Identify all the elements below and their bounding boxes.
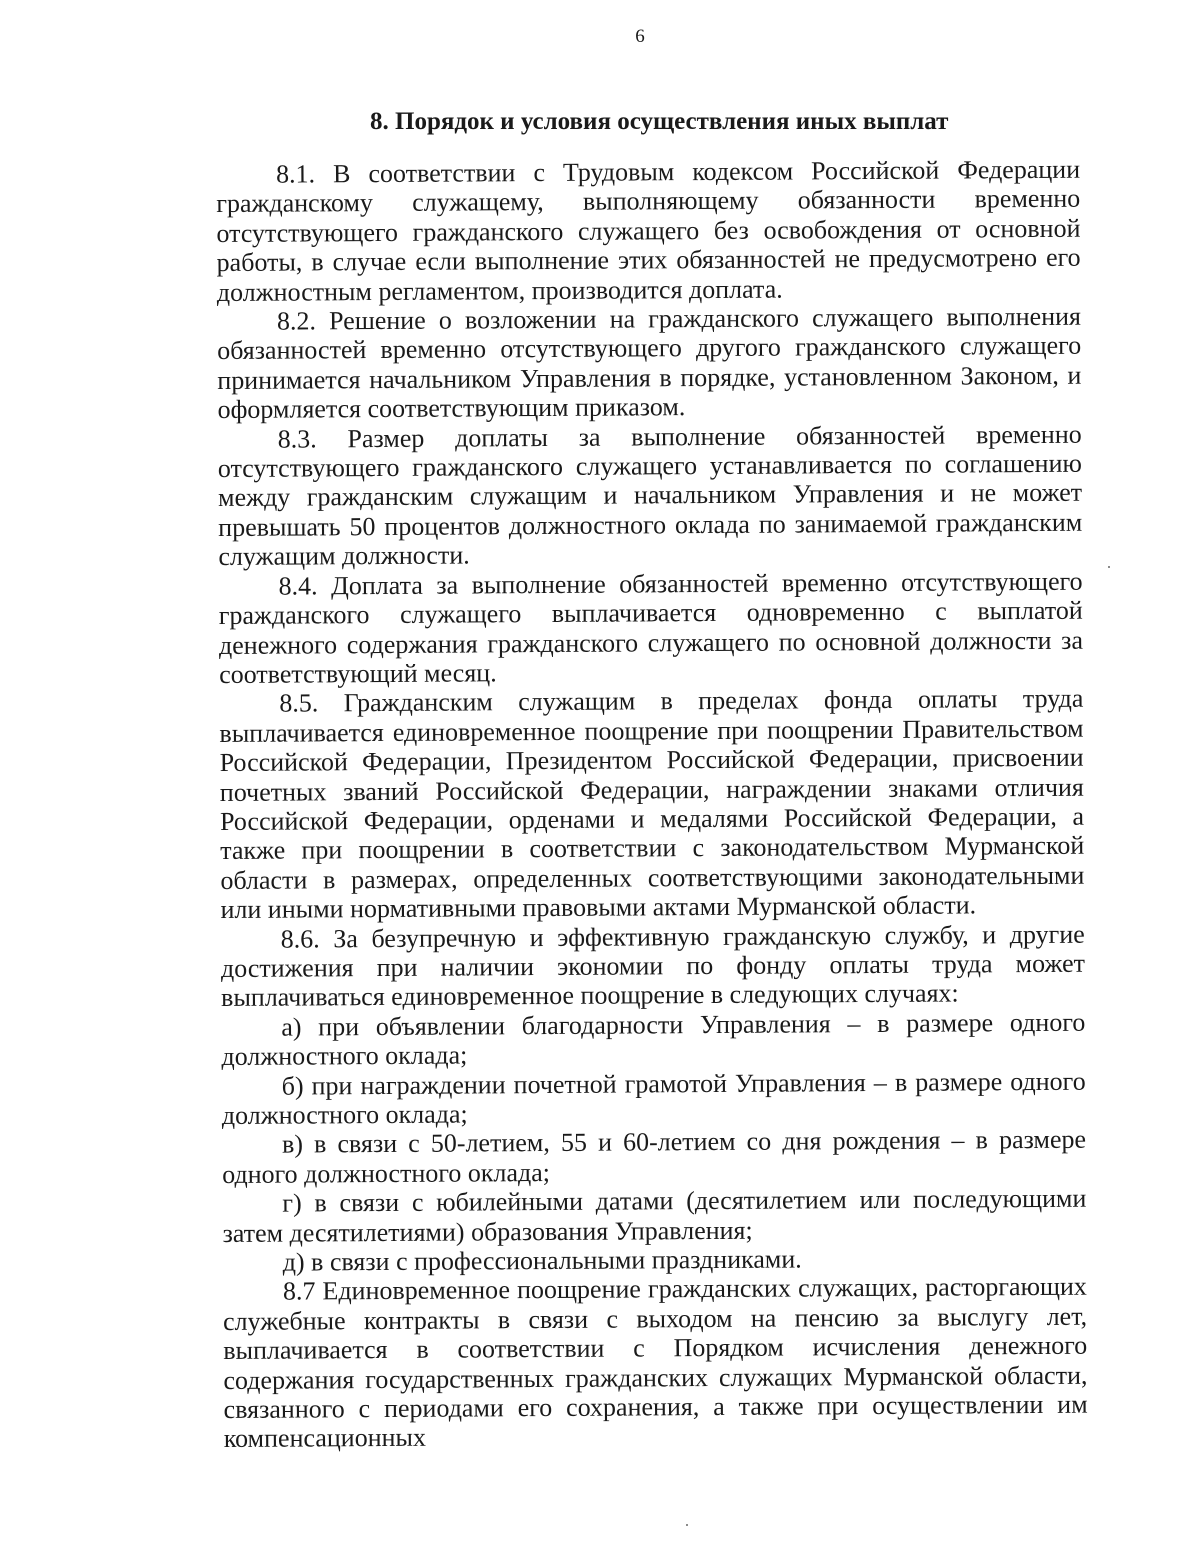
page-number: 6	[635, 26, 645, 47]
paragraph-8-7: 8.7 Единовременное поощрение гражданских служащих, расторгающих служебные контракты в связи с выходом на пенсию за выслугу лет, выплачивается в соответствии с Порядком исчисления денежного содержания государственных гражданских служащих Мурманской области, связанного с периодами его сохранения, а также при осуществлении им компенсационных	[223, 1272, 1088, 1454]
section-body	[216, 155, 1088, 1454]
scan-speck	[686, 1524, 688, 1526]
list-item-g: г) в связи с юбилейными датами (десятилетием или последующими затем десятилетиями) образования Управления;	[222, 1183, 1087, 1248]
paragraph-8-5: 8.5. Гражданским служащим в пределах фонда оплаты труда выплачивается единовременное поощрение при поощрении Правительством Российской Федерации, Президентом Российской Федерации, присвоении почетных званий Российской Федерации, награждении знаками отличия Российской Федерации, орденами и медалями Российской Федерации, а также при поощрении в соответствии с законодательством Мурманской области в размерах, определенных соответствующими законодательными или иными нормативными правовыми актами Мурманской области.	[219, 684, 1085, 925]
list-item-a: а) при объявлении благодарности Управления – в размере одного должностного оклада;	[221, 1007, 1086, 1072]
paragraph-8-2: 8.2. Решение о возложении на гражданского служащего выполнения обязанностей временно отсутствующего другого гражданского служащего принимается начальником Управления в порядке, установленном Законом, и оформляется соответствующим приказом.	[217, 301, 1082, 425]
list-item-d: д) в связи с профессиональными праздниками.	[282, 1244, 802, 1277]
paragraph-8-6: 8.6. За безупречную и эффективную гражданскую службу, и другие достижения при наличии экономии по фонду оплаты труда может выплачиваться единовременное поощрение в следующих случаях:	[220, 919, 1086, 1013]
paragraph-8-1: 8.1. В соответствии с Трудовым кодексом Российской Федерации гражданскому служащему, выполняющему обязанности временно отсутствующего гражданского служащего без освобождения от основной работы, в случае если выполнение этих обязанностей не предусмотрено его должностным регламентом, производится доплата.	[216, 154, 1081, 307]
paragraph-8-3: 8.3. Размер доплаты за выполнение обязанностей временно отсутствующего гражданского служащего устанавливается по соглашению между гражданским служащим и начальником Управления и не может превышать 50 процентов должностного оклада по занимаемой гражданским служащим должности.	[217, 419, 1083, 572]
list-item-b: б) при награждении почетной грамотой Управления – в размере одного должностного оклада;	[221, 1066, 1086, 1130]
paragraph-8-4: 8.4. Доплата за выполнение обязанностей временно отсутствующего гражданского служащего выплачивается одновременно с выплатой денежного содержания гражданского служащего по основной должности за соответствующий месяц.	[218, 566, 1084, 689]
section-heading: 8. Порядок и условия осуществления иных выплат	[370, 108, 949, 135]
scan-speck	[1108, 566, 1110, 568]
list-item-v: в) в связи с 50-летием, 55 и 60-летием со дня рождения – в размере одного должностного оклада;	[222, 1125, 1087, 1189]
